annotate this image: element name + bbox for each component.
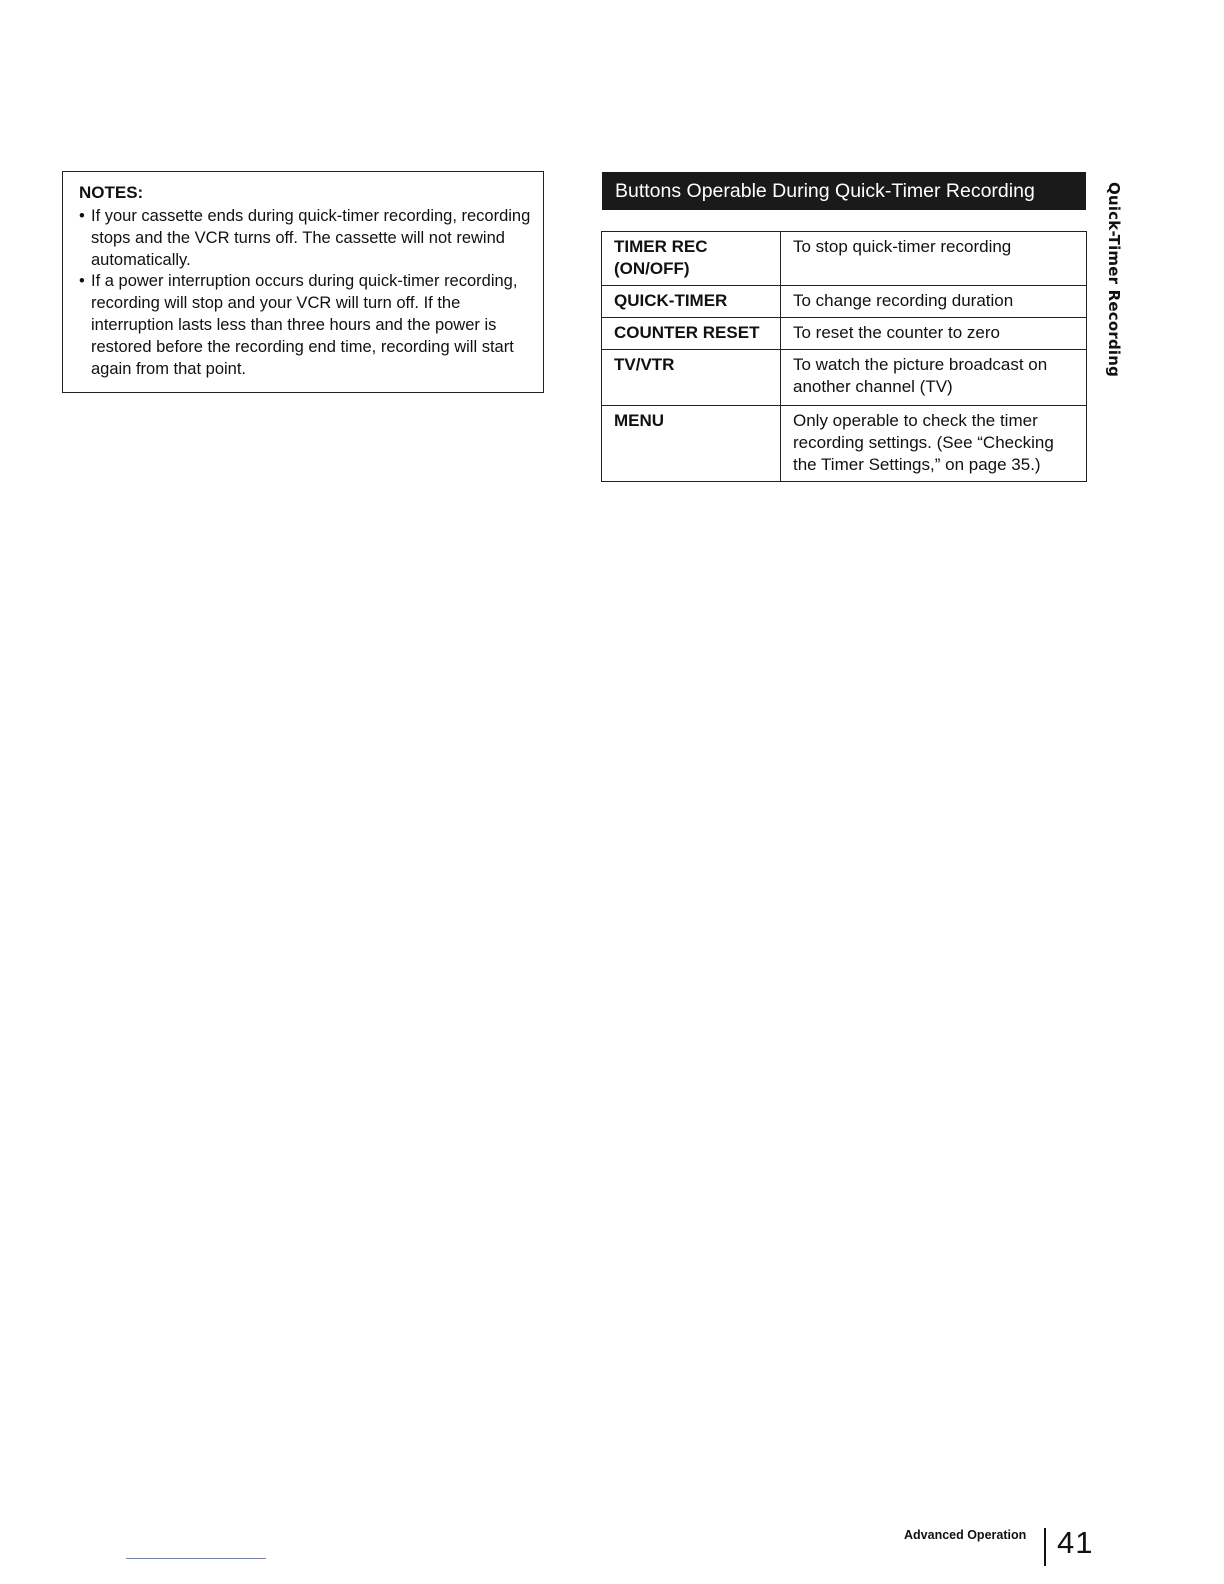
button-name-cell: TIMER REC (ON/OFF) bbox=[602, 232, 781, 286]
notes-list bbox=[79, 206, 531, 380]
bullet-icon: • bbox=[79, 207, 85, 225]
button-description-cell: Only operable to check the timer recording settings. (See “Checking the Timer Settings,” on page 35.) bbox=[781, 406, 1087, 482]
button-description-cell: To watch the picture broadcast on another channel (TV) bbox=[781, 350, 1087, 406]
button-description-cell: To stop quick-timer recording bbox=[781, 232, 1087, 286]
button-name-cell: COUNTER RESET bbox=[602, 318, 781, 350]
side-tab bbox=[1101, 182, 1123, 378]
button-description-cell: To change recording duration bbox=[781, 286, 1087, 318]
section-heading: Buttons Operable During Quick-Timer Recording bbox=[602, 172, 1086, 210]
buttons-table bbox=[601, 231, 1087, 482]
notes-item-text: If your cassette ends during quick-timer recording, recording stops and the VCR turns off. The cassette will not rewind automatically. bbox=[91, 207, 531, 269]
bullet-icon: • bbox=[79, 272, 85, 291]
notes-item bbox=[79, 206, 531, 271]
button-name-cell: TV/VTR bbox=[602, 350, 781, 406]
button-description-cell: To reset the counter to zero bbox=[781, 318, 1087, 350]
side-tab-label: Quick-Timer Recording bbox=[1105, 182, 1123, 378]
table-row bbox=[602, 318, 1087, 350]
bottom-rule bbox=[126, 1558, 266, 1559]
footer-divider bbox=[1044, 1528, 1046, 1566]
table-row bbox=[602, 232, 1087, 286]
notes-title: NOTES: bbox=[79, 183, 144, 202]
notes-item-text: If a power interruption occurs during quick-timer recording, recording will stop and your VCR will turn off. If the interruption lasts less than three hours and the power is restored before the recording end time, recording will start again from that point. bbox=[91, 272, 518, 378]
table-row bbox=[602, 406, 1087, 482]
table-row bbox=[602, 350, 1087, 406]
button-name-cell: MENU bbox=[602, 406, 781, 482]
table-row bbox=[602, 286, 1087, 318]
notes-box bbox=[62, 171, 544, 393]
button-name-cell: QUICK-TIMER bbox=[602, 286, 781, 318]
footer-section-name: Advanced Operation bbox=[904, 1528, 1027, 1542]
notes-item bbox=[79, 271, 531, 380]
page-number: 41 bbox=[1057, 1525, 1094, 1560]
